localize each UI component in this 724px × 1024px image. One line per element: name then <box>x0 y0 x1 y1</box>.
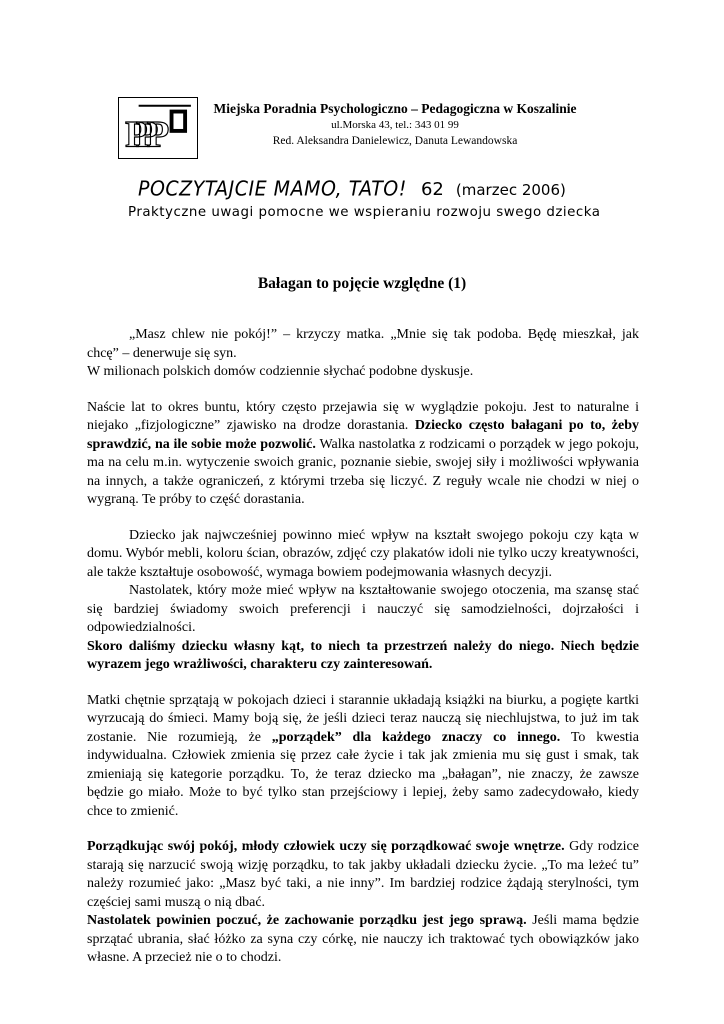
paragraph-3-bold: Dziecko często bałagani po to, żeby sprawdzić, na ile sobie może pozwolić. <box>87 418 639 452</box>
newsletter-subtitle: Praktyczne uwagi pomocne we wspieraniu rozwoju swego dziecka <box>128 205 601 220</box>
newsletter-name: POCZYTAJCIE MAMO, TATO! <box>138 177 407 201</box>
paragraph-8 <box>87 838 639 912</box>
issue-number: 62 <box>420 179 444 200</box>
organization-name: Miejska Poradnia Psychologiczno – Pedagogiczna w Koszalinie <box>213 101 577 116</box>
paragraph-3 <box>87 399 639 510</box>
logo-text: PPP <box>125 113 158 155</box>
paragraph-9-bold: Nastolatek powinien poczuć, że zachowanie porządku jest jego sprawą. <box>87 913 527 928</box>
paragraph-2: W milionach polskich domów codziennie słychać podobne dyskusje. <box>87 364 474 379</box>
editors: Red. Aleksandra Danielewicz, Danuta Lewandowska <box>272 135 518 147</box>
paragraph-4: Dziecko jak najwcześniej powinno mieć wpływ na kształt swojego pokoju czy kąta w domu. Wybór mebli, koloru ścian, obrazów, zdjęć czy plakatów idoli nie tylko uczy kreatywności, ale także kształtuje osobowość, wymaga bowiem podejmowania własnych decyzji. <box>87 527 639 580</box>
newsletter-title <box>138 178 598 200</box>
paragraph-3-text-end: Walka nastolatka z rodzicami o porządek w jego pokoju, ma na celu m.in. wytyczenie swoich granic, poznanie siebie, swojej siły i możliwości wpływania na innych, a także ograniczeń, z którymi trzeba się liczyć. Z reguły wcale nie chodzi w niej o wygraną. Te próby to część dorastania. <box>87 436 639 507</box>
paragraph-7-bold: „porządek” dla każdego znaczy co innego. <box>271 729 561 745</box>
paragraph-9 <box>87 912 639 968</box>
paragraph-8-bold: Porządkując swój pokój, młody człowiek uczy się porządkować swoje wnętrze. <box>87 839 565 854</box>
paragraph-8-text: Gdy rodzice starają się narzucić swoją wizję porządku, to tak jakby układali dziecku życie. „To ma leżeć tu” należy rozumieć jako: „Masz być taki, a nie inny”. Im bardziej rodzice żądają sterylności, tym częściej sami muszą o nią dbać. <box>87 839 639 910</box>
article-body <box>87 326 639 968</box>
paragraph-7-text: Matki chętnie sprzątają w pokojach dzieci i starannie układają książki na biurku, a pogięte kartki wyrzucają do śmieci. Mamy boją się, że jeśli dzieci teraz nauczą się niechlujstwa, to już im tak zostanie. Nie rozumieją, że <box>87 692 639 745</box>
paragraph-7-text-end: To kwestia indywidualna. Człowiek zmienia się przez całe życie i tak jak zmienia mu się gust i smak, tak zmieniają się kategorie porządku. To, że teraz dziecko ma „bałagan”, nie znaczy, że zawsze będzie go miało. Może to być tylko stan przejściowy i lepiej, żeby samo zadecydowało, kiedy chce to zmienić. <box>87 729 640 819</box>
paragraph-5: Nastolatek, który może mieć wpływ na kształtowanie swojego otoczenia, ma szansę stać się bardziej świadomy swoich preferencji i nauczyć się samodzielności, dojrzałości i odpowiedzialności. <box>87 583 639 635</box>
paragraph-6 <box>87 638 639 675</box>
issue-date: (marzec 2006) <box>455 181 566 199</box>
paragraph-1: „Masz chlew nie pokój!” – krzyczy matka. „Mnie się tak podoba. Będę mieszkał, jak chcę” – denerwuje się syn. <box>87 327 639 361</box>
paragraph-9-text: Jeśli mama będzie sprzątać ubrania, słać łóżko za syna czy córkę, nie nauczy ich traktować tych obowiązków jako własne. A przecież nie o to chodzi. <box>87 913 639 965</box>
paragraph-6-bold: Skoro daliśmy dziecku własny kąt, to niech ta przestrzeń należy do niego. Niech będzie wyrazem jego wrażliwości, charakteru czy zainteresowań. <box>87 638 639 672</box>
letterhead <box>210 100 580 149</box>
logo <box>118 97 198 159</box>
ppp-logo-icon <box>119 98 197 158</box>
paragraph-7 <box>87 692 639 822</box>
paragraph-3-text: Naście lat to okres buntu, który często przejawia się w wyglądzie pokoju. Jest to naturalne i niejako „fizjologiczne” zjawisko na drodze dorastania. <box>87 399 639 433</box>
address: ul.Morska 43, tel.: 343 01 99 <box>331 119 459 131</box>
article-title: Bałagan to pojęcie względne (1) <box>257 275 467 292</box>
